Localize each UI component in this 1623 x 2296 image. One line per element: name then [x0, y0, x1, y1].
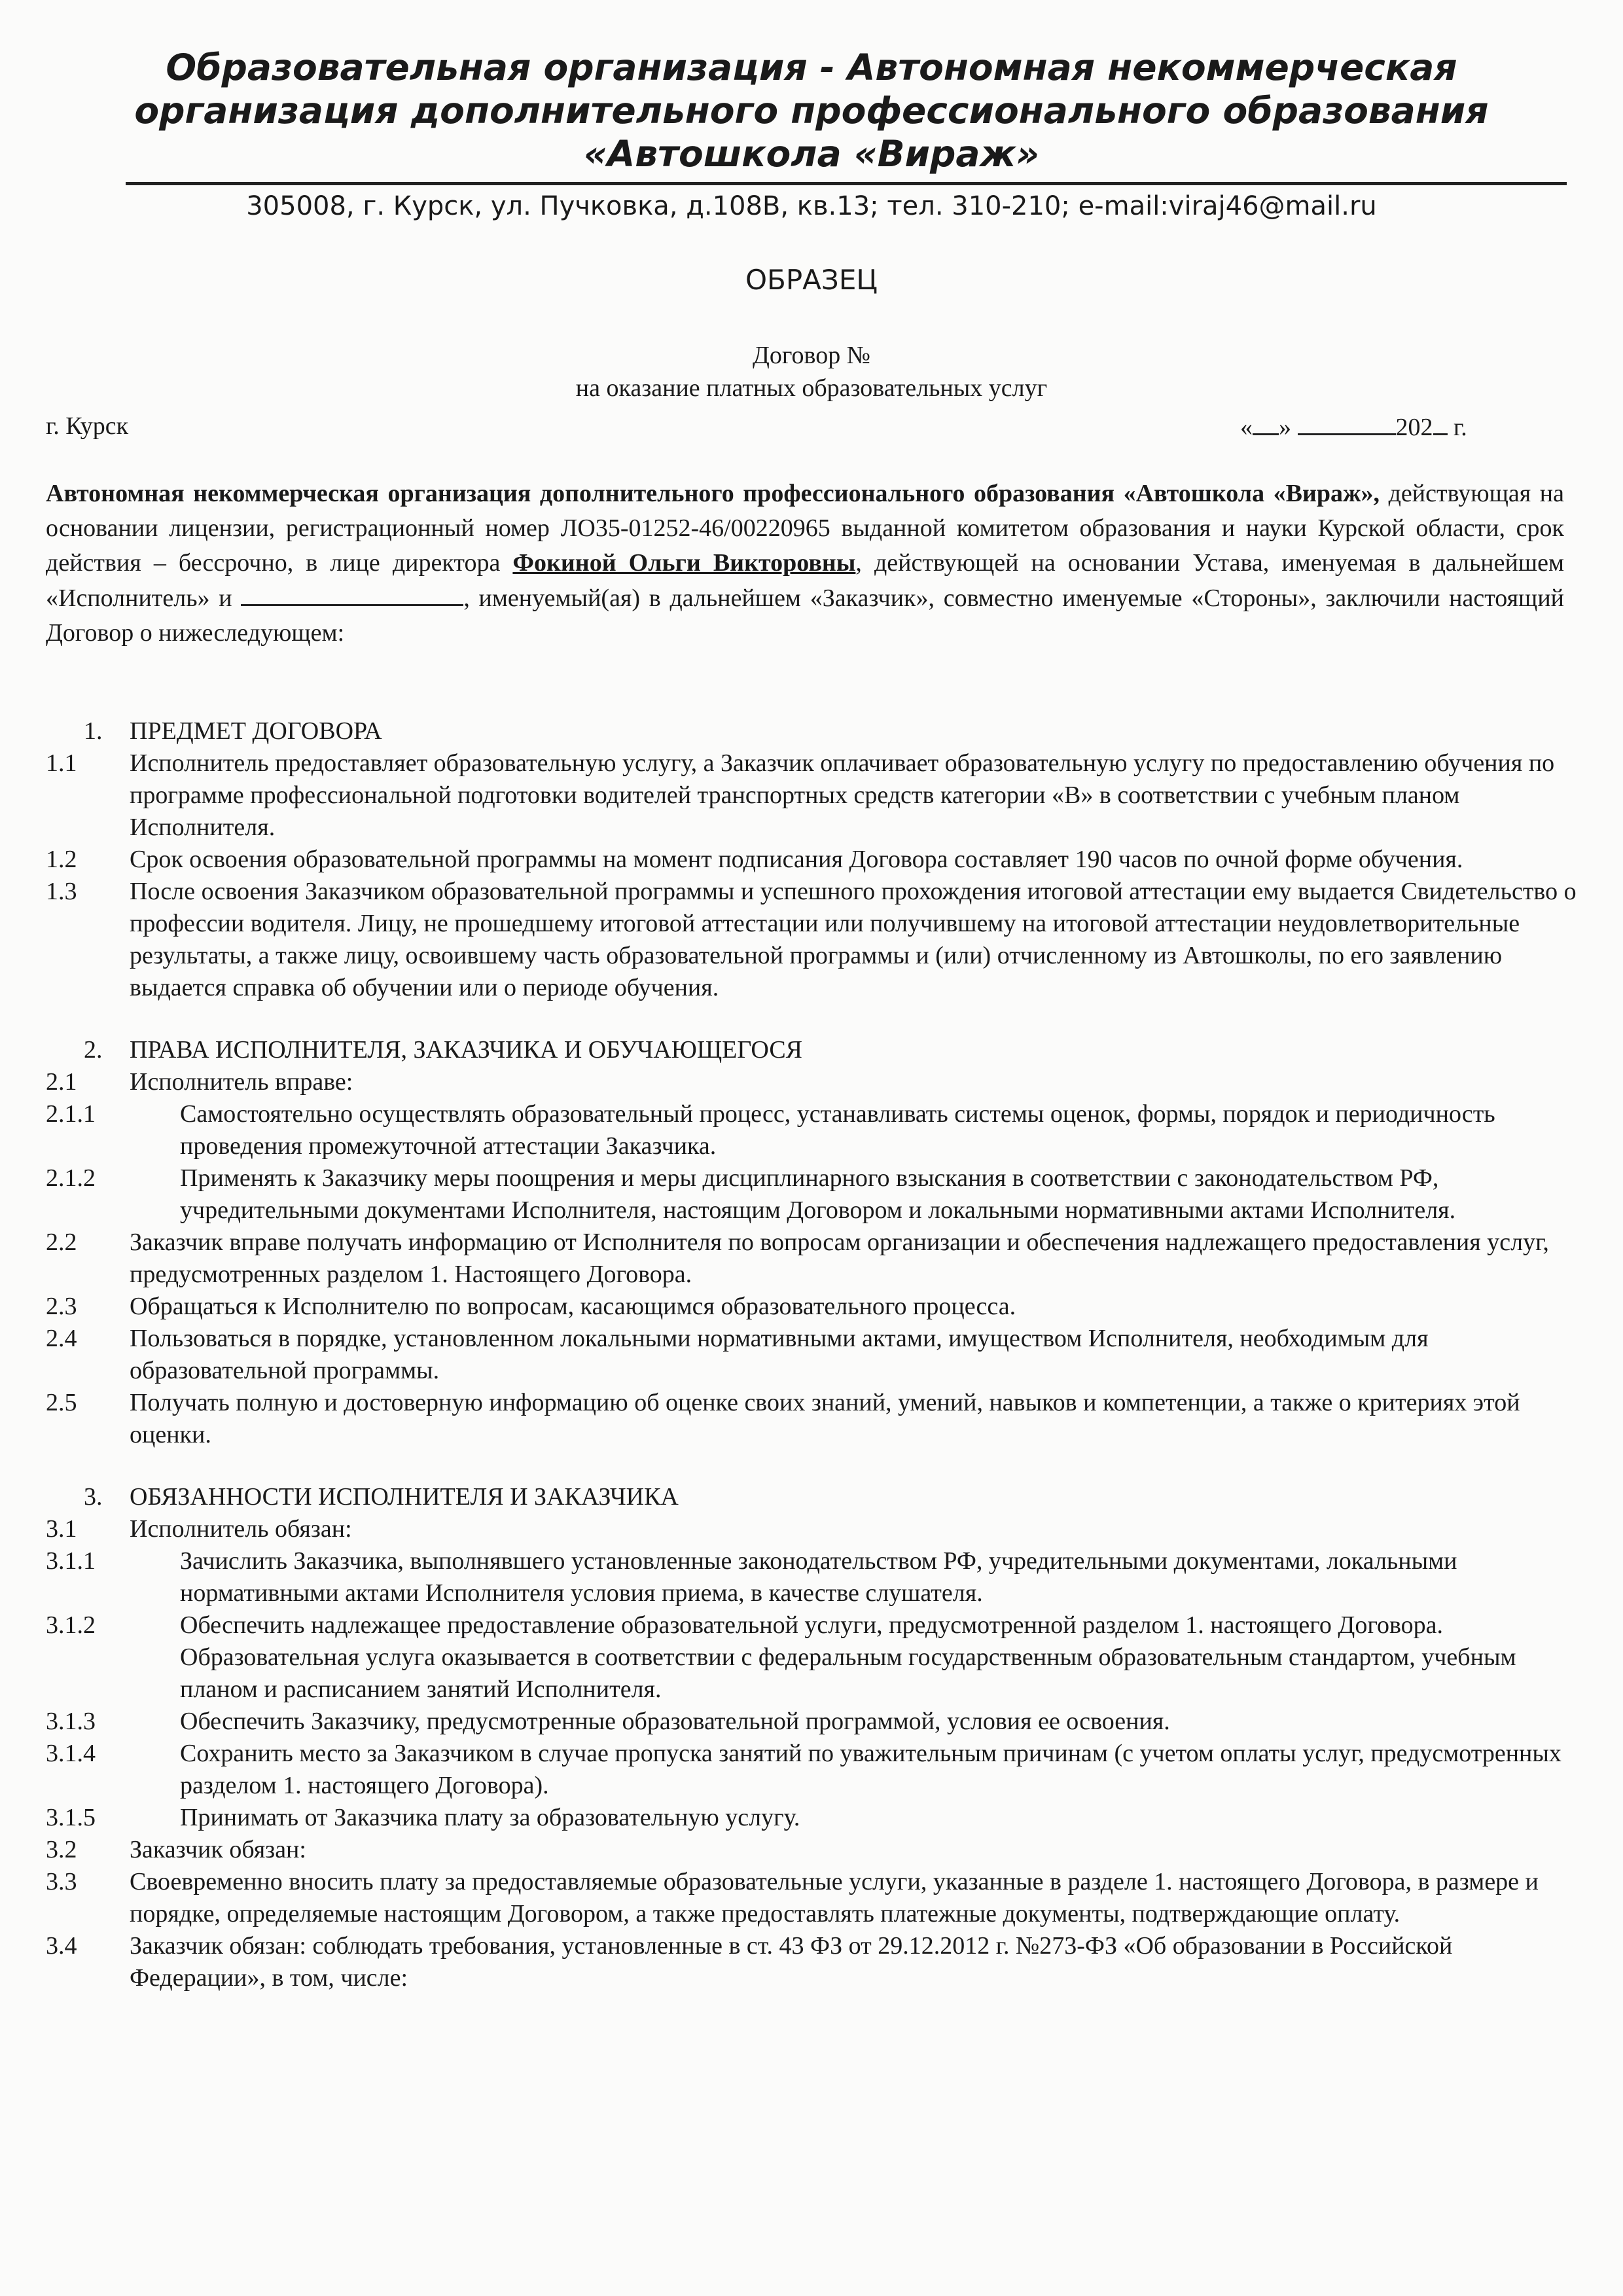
- clause-text: ПРЕДМЕТ ДОГОВОРА: [130, 717, 382, 745]
- clause-number: 3.1.2: [46, 1611, 96, 1639]
- clause-number: 3.: [84, 1483, 103, 1511]
- clause-text: Своевременно вносить плату за предоставляемые образовательные услуги, указанные в разделе 1. настоящего Договора, в размере и порядке, определяемые настоящим Договором, а также предоставлять платежные документы, подтверждающие оплату.: [130, 1868, 1539, 1928]
- clause-number: 2.3: [46, 1293, 77, 1320]
- org-title-line-2: организация дополнительного профессионального образования: [134, 90, 1489, 132]
- clause-number: 2.1.2: [46, 1164, 96, 1192]
- month-blank: [1298, 410, 1396, 435]
- clause: [46, 1066, 1580, 1098]
- clause: [46, 1545, 1580, 1609]
- clause-text: Обеспечить Заказчику, предусмотренные образовательной программой, условия ее освоения.: [180, 1708, 1170, 1735]
- section-spacer: [46, 1004, 1580, 1034]
- section-heading: [46, 1481, 1580, 1513]
- clause: [46, 1609, 1580, 1706]
- clause: [46, 1930, 1580, 1994]
- contract-preamble: [46, 476, 1564, 651]
- clause-text: Сохранить место за Заказчиком в случае пропуска занятий по уважительным причинам (с учетом оплаты услуг, предусмотренных разделом 1. настоящего Договора).: [180, 1740, 1561, 1799]
- clause: [46, 844, 1580, 876]
- clause-text: Обращаться к Исполнителю по вопросам, касающимся образовательного процесса.: [130, 1293, 1016, 1320]
- contract-sections: [46, 715, 1580, 1994]
- clause-text: ПРАВА ИСПОЛНИТЕЛЯ, ЗАКАЗЧИКА И ОБУЧАЮЩЕГОСЯ: [130, 1036, 803, 1064]
- section-heading: [46, 715, 1580, 747]
- clause-number: 1.2: [46, 846, 77, 873]
- clause-number: 2.1.1: [46, 1100, 96, 1128]
- clause: [46, 1387, 1580, 1451]
- clause-text: Применять к Заказчику меры поощрения и меры дисциплинарного взыскания в соответствии с законодательством РФ, учредительными документами Исполнителя, настоящим Договором и локальными нормативными актами Исполнителя.: [180, 1164, 1456, 1224]
- clause-number: 2.4: [46, 1325, 77, 1352]
- preamble-text-1: действующая на основании лицензии, регистрационный номер ЛО35-01252-46/00220965 выданной комитетом образования и науки Курской области, срок действия – бессрочно, в лице директора: [46, 480, 1564, 577]
- contract-city: г. Курск: [46, 412, 129, 440]
- clause-text: Получать полную и достоверную информацию об оценке своих знаний, умений, навыков и компетенции, а также о критериях этой оценки.: [130, 1389, 1520, 1448]
- contract-heading: [0, 339, 1623, 404]
- clause-number: 3.2: [46, 1836, 77, 1863]
- section-spacer: [46, 1451, 1580, 1481]
- day-blank: [1253, 410, 1279, 435]
- clause: [46, 1866, 1580, 1930]
- year-digit-blank: [1433, 410, 1448, 435]
- clause-number: 3.1.1: [46, 1547, 96, 1575]
- clause: [46, 1291, 1580, 1323]
- clause-text: Заказчик обязан:: [130, 1836, 306, 1863]
- director-name: Фокиной Ольги Викторовны: [512, 549, 856, 577]
- clause: [46, 1227, 1580, 1291]
- clause-number: 2.1: [46, 1068, 77, 1096]
- clause-number: 1.: [84, 717, 103, 745]
- clause-number: 2.2: [46, 1229, 77, 1256]
- clause-text: Исполнитель обязан:: [130, 1515, 352, 1543]
- clause: [46, 1513, 1580, 1545]
- customer-name-blank: [241, 581, 463, 606]
- preamble-text-3: , именуемый(ая) в дальнейшем «Заказчик», совместно именуемые «Стороны», заключили настоящий Договор о нижеследующем:: [46, 584, 1564, 647]
- clause-number: 3.1.5: [46, 1804, 96, 1831]
- clause-text: Исполнитель вправе:: [130, 1068, 353, 1096]
- clause: [46, 1834, 1580, 1866]
- contract-title: Договор №: [753, 342, 870, 369]
- clause-number: 3.1: [46, 1515, 77, 1543]
- section-heading: [46, 1034, 1580, 1066]
- clause: [46, 1802, 1580, 1834]
- contract-subtitle: на оказание платных образовательных услуг: [575, 374, 1048, 402]
- clause-number: 3.3: [46, 1868, 77, 1895]
- clause: [46, 876, 1580, 1004]
- clause-text: Заказчик обязан: соблюдать требования, установленные в ст. 43 ФЗ от 29.12.2012 г. №273-ФЗ «Об образовании в Российской Федерации», в том, числе:: [130, 1932, 1453, 1992]
- clause: [46, 1098, 1580, 1162]
- date-open-quote: «: [1240, 414, 1253, 441]
- clause: [46, 1738, 1580, 1802]
- clause-text: Пользоваться в порядке, установленном локальными нормативными актами, имуществом Исполнителя, необходимым для образовательной программы.: [130, 1325, 1429, 1384]
- contract-date: [1240, 410, 1467, 444]
- clause-number: 2.5: [46, 1389, 77, 1416]
- clause-text: ОБЯЗАННОСТИ ИСПОЛНИТЕЛЯ И ЗАКАЗЧИКА: [130, 1483, 679, 1511]
- clause: [46, 1323, 1580, 1387]
- clause-text: Обеспечить надлежащее предоставление образовательной услуги, предусмотренной разделом 1. настоящего Договора. Образовательная услуга оказывается в соответствии с федеральным государственным образовательным стандартом, учебным планом и расписанием занятий Исполнителя.: [180, 1611, 1516, 1703]
- clause-number: 3.1.3: [46, 1708, 96, 1735]
- clause-number: 2.: [84, 1036, 103, 1064]
- clause-number: 3.4: [46, 1932, 77, 1960]
- date-suffix: г.: [1447, 414, 1467, 441]
- date-year: 202: [1395, 414, 1433, 441]
- org-title-line-3: «Автошкола «Вираж»: [583, 133, 1039, 175]
- header-divider: [126, 182, 1567, 185]
- preamble-text-2: , действующей на основании Устава, именуемая в дальнейшем «Исполнитель» и: [46, 549, 1564, 612]
- clause-number: 3.1.4: [46, 1740, 96, 1767]
- organization-address: 305008, г. Курск, ул. Пучковка, д.108В, кв.13; тел. 310-210; e-mail:viraj46@mail.ru: [246, 191, 1377, 221]
- organization-title: [98, 46, 1525, 175]
- clause-text: Срок освоения образовательной программы на момент подписания Договора составляет 190 часов по очной форме обучения.: [130, 846, 1463, 873]
- sample-label: ОБРАЗЕЦ: [745, 264, 878, 296]
- clause-text: Зачислить Заказчика, выполнявшего установленные законодательством РФ, учредительными документами, локальными нормативными актами Исполнителя условия приема, в качестве слушателя.: [180, 1547, 1457, 1607]
- clause-number: 1.1: [46, 749, 77, 777]
- date-close-quote: »: [1279, 414, 1291, 441]
- clause: [46, 1706, 1580, 1738]
- org-title-line-1: Образовательная организация - Автономная некоммерческая: [166, 46, 1457, 88]
- clause-text: Исполнитель предоставляет образовательную услугу, а Заказчик оплачивает образовательную услугу по предоставлению обучения по программе профессиональной подготовки водителей транспортных средств категории «В» в соответствии с учебным планом Исполнителя.: [130, 749, 1555, 841]
- clause-text: Заказчик вправе получать информацию от Исполнителя по вопросам организации и обеспечения надлежащего предоставления услуг, предусмотренных разделом 1. Настоящего Договора.: [130, 1229, 1549, 1288]
- clause: [46, 1162, 1580, 1227]
- clause-text: Принимать от Заказчика плату за образовательную услугу.: [180, 1804, 800, 1831]
- clause-text: После освоения Заказчиком образовательной программы и успешного прохождения итоговой аттестации ему выдается Свидетельство о профессии водителя. Лицу, не прошедшему итоговой аттестации или получившему на итоговой аттестации неудовлетворительные результаты, а также лицу, освоившему часть образовательной программы и (или) отчисленному из Автошколы, по его заявлению выдается справка об обучении или о периоде обучения.: [130, 878, 1577, 1001]
- organization-name: Автономная некоммерческая организация дополнительного профессионального образования «Автошкола «Вираж»,: [46, 480, 1380, 507]
- clause: [46, 747, 1580, 844]
- clause-number: 1.3: [46, 878, 77, 905]
- clause-text: Самостоятельно осуществлять образовательный процесс, устанавливать системы оценок, формы, порядок и периодичность проведения промежуточной аттестации Заказчика.: [180, 1100, 1495, 1160]
